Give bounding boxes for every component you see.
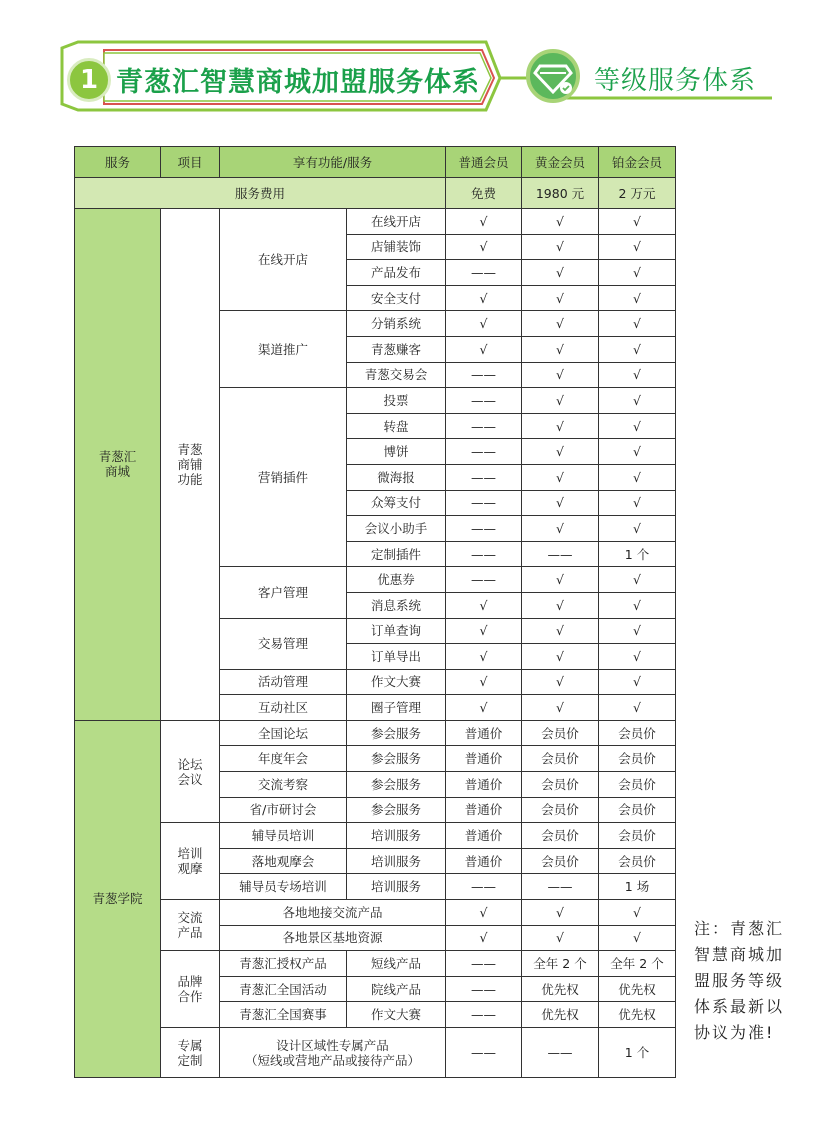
tier-value: ——: [446, 1002, 522, 1028]
feature-item: 店铺装饰: [347, 234, 446, 260]
academy-item: 年度年会: [220, 746, 347, 772]
tier-value: √: [599, 336, 676, 362]
fee-value: 2 万元: [599, 178, 676, 209]
page-title: 青葱汇智慧商城加盟服务体系: [116, 67, 480, 98]
feature-group: 在线开店: [220, 209, 347, 311]
tier-value: √: [446, 695, 522, 721]
tier-value: √: [522, 234, 599, 260]
tier-value: 普通价: [446, 797, 522, 823]
tier-value: √: [522, 413, 599, 439]
tier-value: ——: [446, 567, 522, 593]
tier-value: ——: [446, 1028, 522, 1078]
tier-value: 会员价: [599, 772, 676, 798]
tier-value: ——: [446, 874, 522, 900]
tier-value: 会员价: [599, 848, 676, 874]
tier-value: 会员价: [522, 746, 599, 772]
academy-function: 院线产品: [347, 976, 446, 1002]
tier-value: √: [599, 900, 676, 926]
service-tier-table: [74, 146, 676, 1078]
footnote: 注：青葱汇智慧商城加盟服务等级体系最新以协议为准!: [694, 919, 785, 1042]
feature-item: 定制插件: [347, 541, 446, 567]
tier-value: √: [446, 336, 522, 362]
fee-label: 服务费用: [75, 178, 446, 209]
tier-value: 会员价: [522, 797, 599, 823]
section-number-badge: 1: [67, 58, 111, 102]
academy-function: 培训服务: [347, 848, 446, 874]
academy-item: 全国论坛: [220, 720, 347, 746]
academy-project: 培训 观摩: [161, 823, 220, 900]
tier-value: ——: [446, 413, 522, 439]
tier-value: √: [522, 695, 599, 721]
feature-group: 活动管理: [220, 669, 347, 695]
tier-value: 普通价: [446, 772, 522, 798]
tier-value: √: [522, 900, 599, 926]
tier-value: √: [599, 516, 676, 542]
tier-value: √: [446, 644, 522, 670]
tier-value: √: [599, 644, 676, 670]
tier-value: √: [446, 234, 522, 260]
tier-value: 会员价: [522, 848, 599, 874]
academy-item: 辅导员专场培训: [220, 874, 347, 900]
tier-value: 会员价: [522, 720, 599, 746]
tier-value: 会员价: [599, 797, 676, 823]
tier-value: 全年 2 个: [599, 951, 676, 977]
fee-value: 免费: [446, 178, 522, 209]
academy-project: 专属 定制: [161, 1028, 220, 1078]
tier-value: √: [599, 362, 676, 388]
page-subtitle: 等级服务体系: [594, 66, 757, 96]
tier-value: ——: [446, 439, 522, 465]
table-row: [75, 178, 676, 209]
header-feature: 享有功能/服务: [220, 147, 446, 178]
tier-value: 优先权: [522, 976, 599, 1002]
academy-function: 培训服务: [347, 823, 446, 849]
tier-value: √: [446, 900, 522, 926]
feature-item: 消息系统: [347, 592, 446, 618]
tier-value: √: [522, 388, 599, 414]
tier-value: √: [446, 925, 522, 951]
header-regular-member: 普通会员: [446, 147, 522, 178]
tier-value: 会员价: [599, 720, 676, 746]
service-mall: 青葱汇 商城: [75, 209, 161, 721]
tier-value: 普通价: [446, 848, 522, 874]
feature-item: 订单查询: [347, 618, 446, 644]
tier-value: √: [522, 362, 599, 388]
feature-item: 作文大赛: [347, 669, 446, 695]
table-row: [75, 1028, 676, 1078]
academy-item: 辅导员培训: [220, 823, 347, 849]
tier-value: √: [446, 311, 522, 337]
feature-item: 产品发布: [347, 260, 446, 286]
feature-item: 投票: [347, 388, 446, 414]
tier-value: 1 个: [599, 541, 676, 567]
tier-value: 普通价: [446, 720, 522, 746]
tier-value: √: [599, 490, 676, 516]
tier-value: √: [522, 285, 599, 311]
tier-value: √: [522, 516, 599, 542]
tier-value: 全年 2 个: [522, 951, 599, 977]
tier-value: ——: [522, 541, 599, 567]
academy-item: 省/市研讨会: [220, 797, 347, 823]
academy-function: 参会服务: [347, 746, 446, 772]
academy-item: 青葱汇全国活动: [220, 976, 347, 1002]
tier-value: ——: [522, 874, 599, 900]
project-store-features: 青葱 商铺 功能: [161, 209, 220, 721]
tier-value: √: [599, 388, 676, 414]
tier-value: ——: [446, 464, 522, 490]
page-header: [0, 0, 816, 115]
header-gold-member: 黄金会员: [522, 147, 599, 178]
tier-value: √: [599, 695, 676, 721]
tier-value: √: [599, 567, 676, 593]
academy-item: 各地地接交流产品: [220, 900, 446, 926]
feature-item: 优惠券: [347, 567, 446, 593]
header-platinum-member: 铂金会员: [599, 147, 676, 178]
tier-value: √: [522, 490, 599, 516]
tier-value: ——: [446, 976, 522, 1002]
feature-group: 互动社区: [220, 695, 347, 721]
tier-value: √: [599, 413, 676, 439]
tier-value: ——: [446, 388, 522, 414]
tier-value: 会员价: [599, 823, 676, 849]
table-row: [75, 951, 676, 977]
header-service: 服务: [75, 147, 161, 178]
tier-value: √: [522, 567, 599, 593]
tier-value: √: [599, 669, 676, 695]
feature-item: 在线开店: [347, 209, 446, 235]
feature-item: 安全支付: [347, 285, 446, 311]
tier-value: √: [446, 669, 522, 695]
tier-value: √: [599, 260, 676, 286]
tier-value: √: [522, 439, 599, 465]
tier-value: 优先权: [599, 1002, 676, 1028]
tier-value: √: [522, 209, 599, 235]
feature-group: 客户管理: [220, 567, 347, 618]
table-row: [75, 720, 676, 746]
tier-value: √: [599, 311, 676, 337]
tier-value: √: [446, 209, 522, 235]
table-row: [75, 823, 676, 849]
tier-value: ——: [446, 362, 522, 388]
tier-value: ——: [522, 1028, 599, 1078]
tier-value: 普通价: [446, 746, 522, 772]
header-project: 项目: [161, 147, 220, 178]
feature-item: 会议小助手: [347, 516, 446, 542]
tier-value: √: [522, 669, 599, 695]
feature-item: 订单导出: [347, 644, 446, 670]
service-academy: 青葱学院: [75, 720, 161, 1077]
tier-value: √: [599, 464, 676, 490]
tier-value: 普通价: [446, 823, 522, 849]
tier-value: √: [599, 209, 676, 235]
academy-item: 青葱汇授权产品: [220, 951, 347, 977]
tier-value: 会员价: [522, 823, 599, 849]
tier-value: 会员价: [522, 772, 599, 798]
tier-value: √: [446, 285, 522, 311]
tier-value: √: [599, 925, 676, 951]
tier-value: √: [522, 592, 599, 618]
feature-item: 博饼: [347, 439, 446, 465]
tier-value: √: [599, 234, 676, 260]
tier-value: 1 个: [599, 1028, 676, 1078]
academy-item: 落地观摩会: [220, 848, 347, 874]
academy-item: 各地景区基地资源: [220, 925, 446, 951]
tier-value: √: [599, 439, 676, 465]
feature-item: 分销系统: [347, 311, 446, 337]
table-row: [75, 209, 676, 235]
tier-value: ——: [446, 541, 522, 567]
academy-function: 参会服务: [347, 772, 446, 798]
tier-value: ——: [446, 260, 522, 286]
feature-item: 转盘: [347, 413, 446, 439]
academy-function: 作文大赛: [347, 1002, 446, 1028]
tier-value: √: [522, 260, 599, 286]
fee-value: 1980 元: [522, 178, 599, 209]
feature-item: 众筹支付: [347, 490, 446, 516]
feature-item: 圈子管理: [347, 695, 446, 721]
academy-project: 论坛 会议: [161, 720, 220, 822]
tier-value: 优先权: [522, 1002, 599, 1028]
tier-value: √: [522, 925, 599, 951]
tier-value: ——: [446, 951, 522, 977]
feature-group: 渠道推广: [220, 311, 347, 388]
feature-item: 微海报: [347, 464, 446, 490]
tier-value: √: [522, 644, 599, 670]
tier-value: 会员价: [599, 746, 676, 772]
tier-value: √: [522, 336, 599, 362]
academy-function: 短线产品: [347, 951, 446, 977]
academy-item: 交流考察: [220, 772, 347, 798]
tier-value: 优先权: [599, 976, 676, 1002]
academy-project: 交流 产品: [161, 900, 220, 951]
academy-item: 设计区域性专属产品 （短线或营地产品或接待产品）: [220, 1028, 446, 1078]
academy-function: 参会服务: [347, 797, 446, 823]
tier-value: √: [599, 592, 676, 618]
academy-function: 培训服务: [347, 874, 446, 900]
academy-function: 参会服务: [347, 720, 446, 746]
feature-group: 交易管理: [220, 618, 347, 669]
tier-value: √: [446, 592, 522, 618]
tier-value: √: [599, 285, 676, 311]
tier-value: √: [599, 618, 676, 644]
table-row: [75, 900, 676, 926]
tier-value: ——: [446, 490, 522, 516]
feature-item: 青葱交易会: [347, 362, 446, 388]
service-tier-table-wrapper: [74, 146, 675, 1078]
academy-item: 青葱汇全国赛事: [220, 1002, 347, 1028]
table-row: [75, 147, 676, 178]
feature-group: 营销插件: [220, 388, 347, 567]
tier-value: √: [522, 464, 599, 490]
tier-value: ——: [446, 516, 522, 542]
tier-value: √: [522, 311, 599, 337]
tier-value: 1 场: [599, 874, 676, 900]
tier-value: √: [522, 618, 599, 644]
tier-value: √: [446, 618, 522, 644]
academy-project: 品牌 合作: [161, 951, 220, 1028]
feature-item: 青葱赚客: [347, 336, 446, 362]
